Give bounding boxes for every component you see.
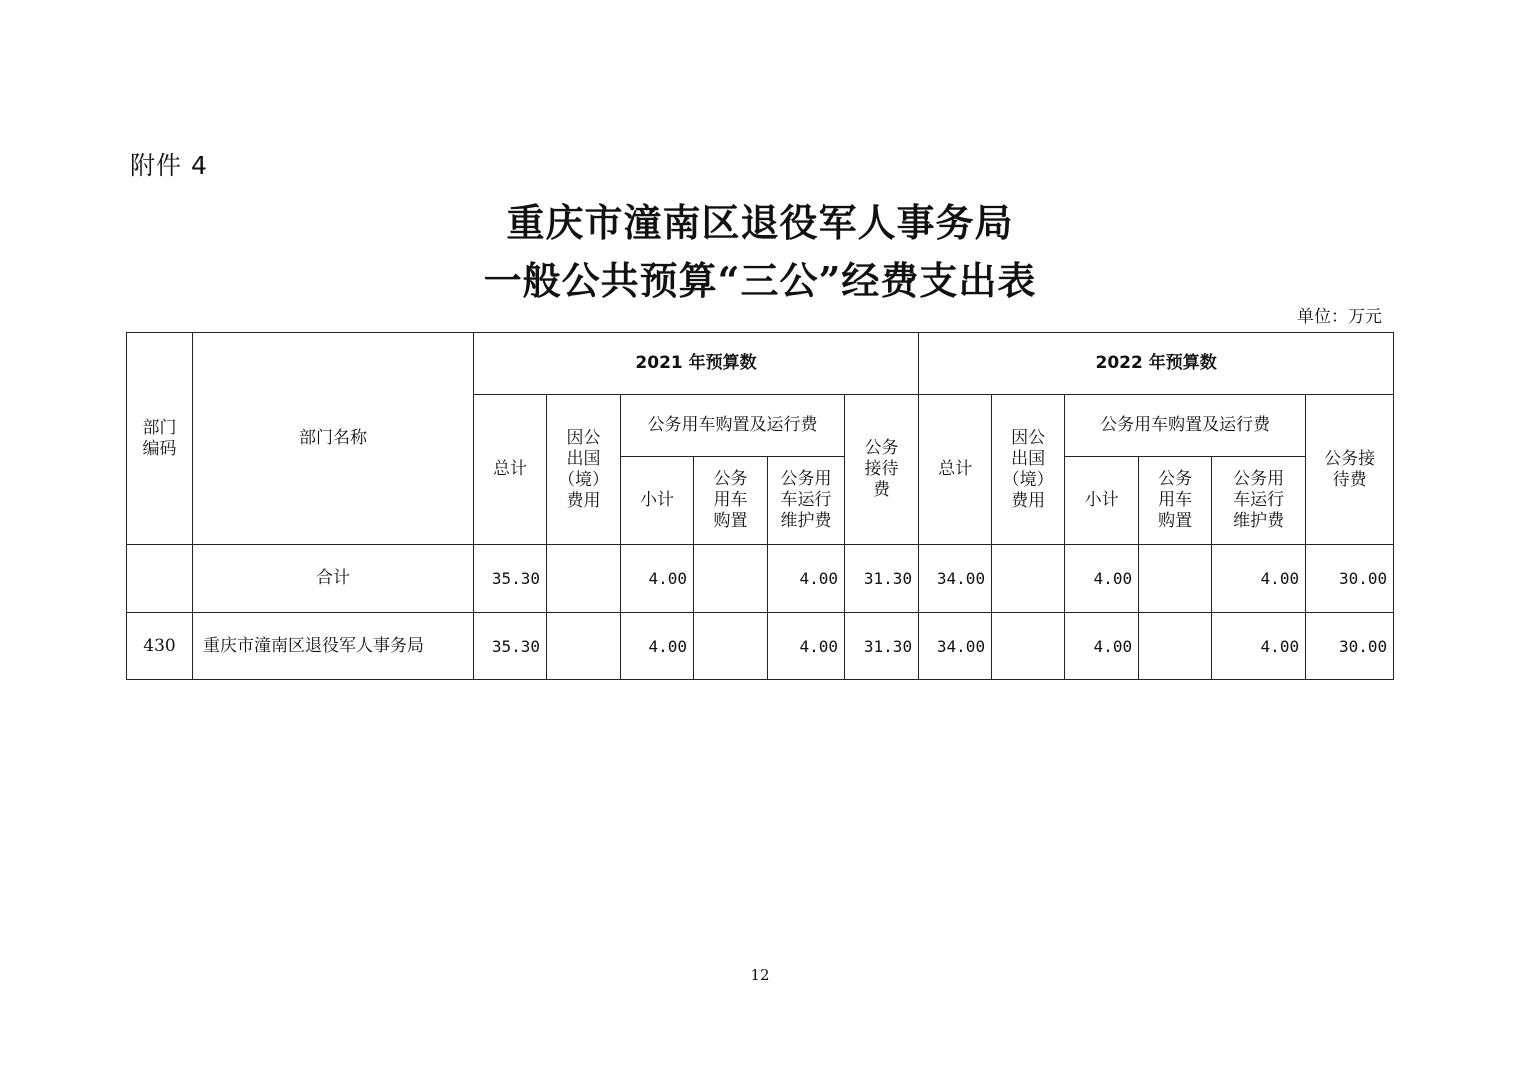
- header-2021-vehicle-group: 公务用车购置及运行费: [621, 395, 845, 457]
- cell-2022-total: 34.00: [919, 613, 992, 680]
- table-row-dept: [127, 613, 1394, 680]
- header-2021-reception: 公务 接待 费: [845, 395, 919, 545]
- header-row-years: [127, 333, 1394, 395]
- cell-2022-vehicle-purchase: [1139, 545, 1212, 613]
- cell-2022-total: 34.00: [919, 545, 992, 613]
- document-title-line-2: 一般公共预算“三公”经费支出表: [483, 258, 1037, 303]
- cell-2021-total: 35.30: [474, 545, 547, 613]
- header-2021-abroad: 因公 出国 （境） 费用: [547, 395, 621, 545]
- budget-table: [126, 332, 1394, 680]
- header-dept-code: 部门 编码: [127, 333, 193, 545]
- header-2022-abroad: 因公 出国 （境） 费用: [992, 395, 1065, 545]
- unit-label: 单位：万元: [1297, 307, 1382, 327]
- header-2021-vehicle-purchase: 公务 用车 购置: [694, 457, 768, 545]
- cell-2022-subtotal: 4.00: [1065, 545, 1139, 613]
- cell-2021-reception: 31.30: [845, 613, 919, 680]
- header-2022-vehicle-group: 公务用车购置及运行费: [1065, 395, 1306, 457]
- cell-2021-reception: 31.30: [845, 545, 919, 613]
- header-2022-vehicle-operation: 公务用 车运行 维护费: [1212, 457, 1306, 545]
- cell-2021-subtotal: 4.00: [621, 545, 694, 613]
- cell-2022-reception: 30.00: [1306, 545, 1394, 613]
- header-dept-name: 部门名称: [193, 333, 474, 545]
- cell-2021-vehicle-purchase: [694, 545, 768, 613]
- row-name: 重庆市潼南区退役军人事务局: [193, 613, 474, 680]
- header-2022-subtotal: 小计: [1065, 457, 1139, 545]
- header-2022-budget: 2022 年预算数: [919, 333, 1394, 395]
- cell-2022-subtotal: 4.00: [1065, 613, 1139, 680]
- cell-2021-subtotal: 4.00: [621, 613, 694, 680]
- header-2021-subtotal: 小计: [621, 457, 694, 545]
- row-name: 合计: [193, 545, 474, 613]
- header-2021-budget: 2021 年预算数: [474, 333, 919, 395]
- cell-2022-vehicle-operation: 4.00: [1212, 613, 1306, 680]
- document-title-line-1: 重庆市潼南区退役军人事务局: [506, 200, 1014, 245]
- cell-2022-reception: 30.00: [1306, 613, 1394, 680]
- page-number: 12: [750, 966, 770, 984]
- header-2022-reception: 公务接 待费: [1306, 395, 1394, 545]
- cell-2021-total: 35.30: [474, 613, 547, 680]
- cell-2022-vehicle-purchase: [1139, 613, 1212, 680]
- table-row-total: [127, 545, 1394, 613]
- header-2021-total: 总计: [474, 395, 547, 545]
- attachment-label: 附件 4: [130, 151, 208, 180]
- cell-2022-abroad: [992, 613, 1065, 680]
- cell-2022-abroad: [992, 545, 1065, 613]
- row-code: [127, 545, 193, 613]
- row-code: 430: [127, 613, 193, 680]
- header-2022-total: 总计: [919, 395, 992, 545]
- header-2021-vehicle-operation: 公务用 车运行 维护费: [768, 457, 845, 545]
- cell-2022-vehicle-operation: 4.00: [1212, 545, 1306, 613]
- cell-2021-vehicle-purchase: [694, 613, 768, 680]
- cell-2021-vehicle-operation: 4.00: [768, 613, 845, 680]
- cell-2021-vehicle-operation: 4.00: [768, 545, 845, 613]
- cell-2021-abroad: [547, 545, 621, 613]
- cell-2021-abroad: [547, 613, 621, 680]
- header-2022-vehicle-purchase: 公务 用车 购置: [1139, 457, 1212, 545]
